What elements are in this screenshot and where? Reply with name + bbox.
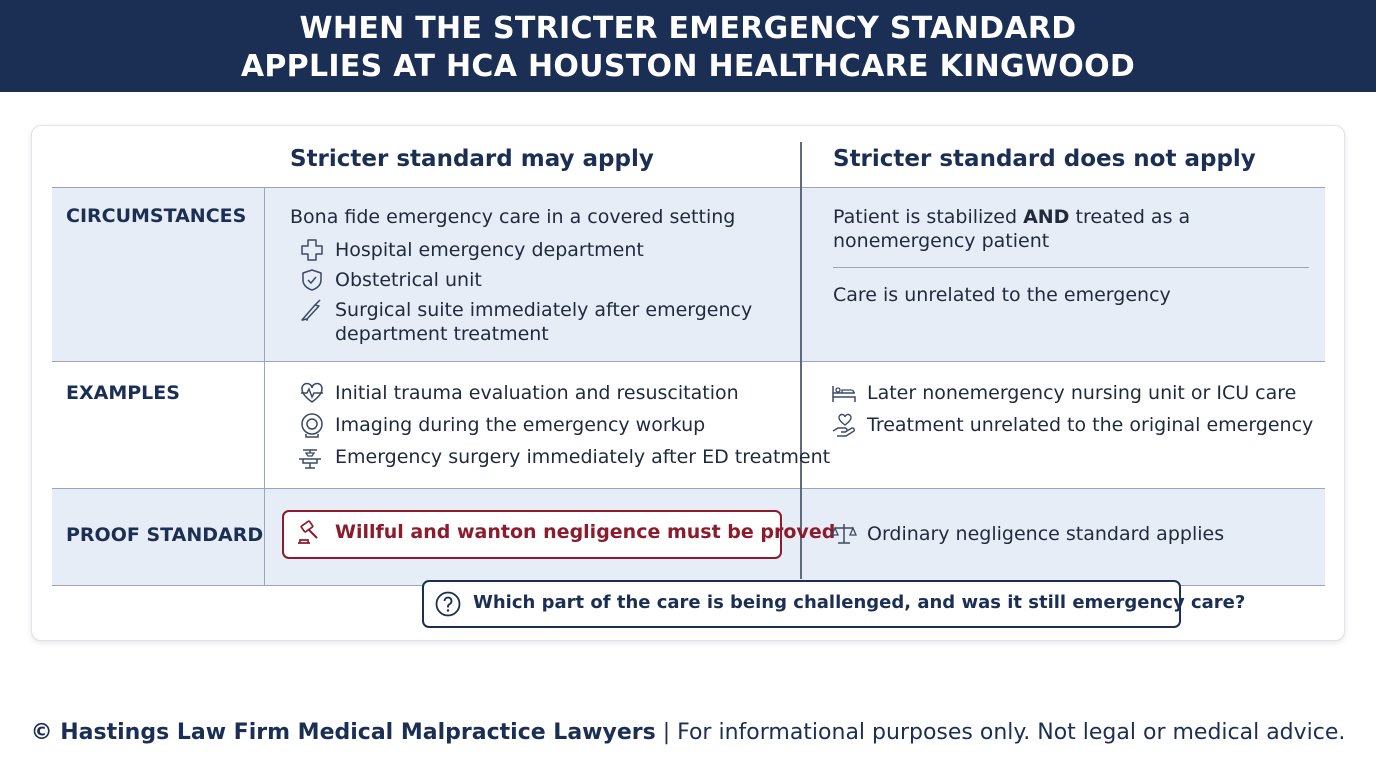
row-label-circumstances: CIRCUMSTANCES [66,205,247,227]
circumstances-not-applies-1: Patient is stabilized AND treated as a [833,206,1191,228]
caring-hand-icon [831,412,857,438]
page-header [0,0,1376,92]
gavel-icon [296,520,322,546]
column-header-applies: Stricter standard may apply [290,146,654,172]
circumstances-not-applies-1-line-2: nonemergency patient [833,230,1050,252]
shield-icon [299,267,325,293]
medical-cross-icon [299,237,325,263]
operating-table-icon [297,444,323,470]
list-item: Later nonemergency nursing unit or ICU care [867,382,1297,404]
page-title-line-1: WHEN THE STRICTER EMERGENCY STANDARD [299,11,1077,46]
circumstances-intro: Bona fide emergency care in a covered setting [290,206,736,228]
footer-firm-name: © Hastings Law Firm Medical Malpractice Lawyers [30,720,656,745]
column-divider [264,187,265,585]
divider [52,361,1325,362]
row-label-examples: EXAMPLES [66,382,180,404]
scales-icon [831,521,857,547]
proof-standard-not-applies: Ordinary negligence standard applies [867,523,1225,545]
heartbeat-icon [299,380,325,406]
divider [52,488,1325,489]
sub-divider [833,267,1309,268]
list-item: Treatment unrelated to the original emergency [867,414,1314,436]
list-item-line-2: department treatment [335,323,549,345]
page-title-line-2: APPLIES AT HCA HOUSTON HEALTHCARE KINGWOOD [240,49,1136,84]
key-question-text: Which part of the care is being challenged, and was it still emergency care? [473,592,1246,613]
list-item-line-1: Surgical suite immediately after emergency [335,299,753,321]
scalpel-icon [299,297,325,323]
list-item: Emergency surgery immediately after ED treatment [335,446,831,468]
proof-standard-applies: Willful and wanton negligence must be proved [335,521,836,543]
question-icon [435,591,461,617]
scanner-icon [299,412,325,438]
divider [52,187,1325,188]
row-label-proof-standard: PROOF STANDARD [66,524,264,546]
list-item: Imaging during the emergency workup [335,414,706,436]
footer-disclaimer-text: | For informational purposes only. Not legal or medical advice. [655,720,1346,745]
hospital-bed-icon [831,380,857,406]
footer-disclaimer [0,720,1376,745]
circumstances-not-applies-2: Care is unrelated to the emergency [833,284,1171,306]
list-item: Hospital emergency department [335,239,644,261]
column-divider-main [800,142,802,579]
list-item: Obstetrical unit [335,269,482,291]
column-header-not-applies: Stricter standard does not apply [833,146,1256,172]
list-item: Initial trauma evaluation and resuscitation [335,382,739,404]
